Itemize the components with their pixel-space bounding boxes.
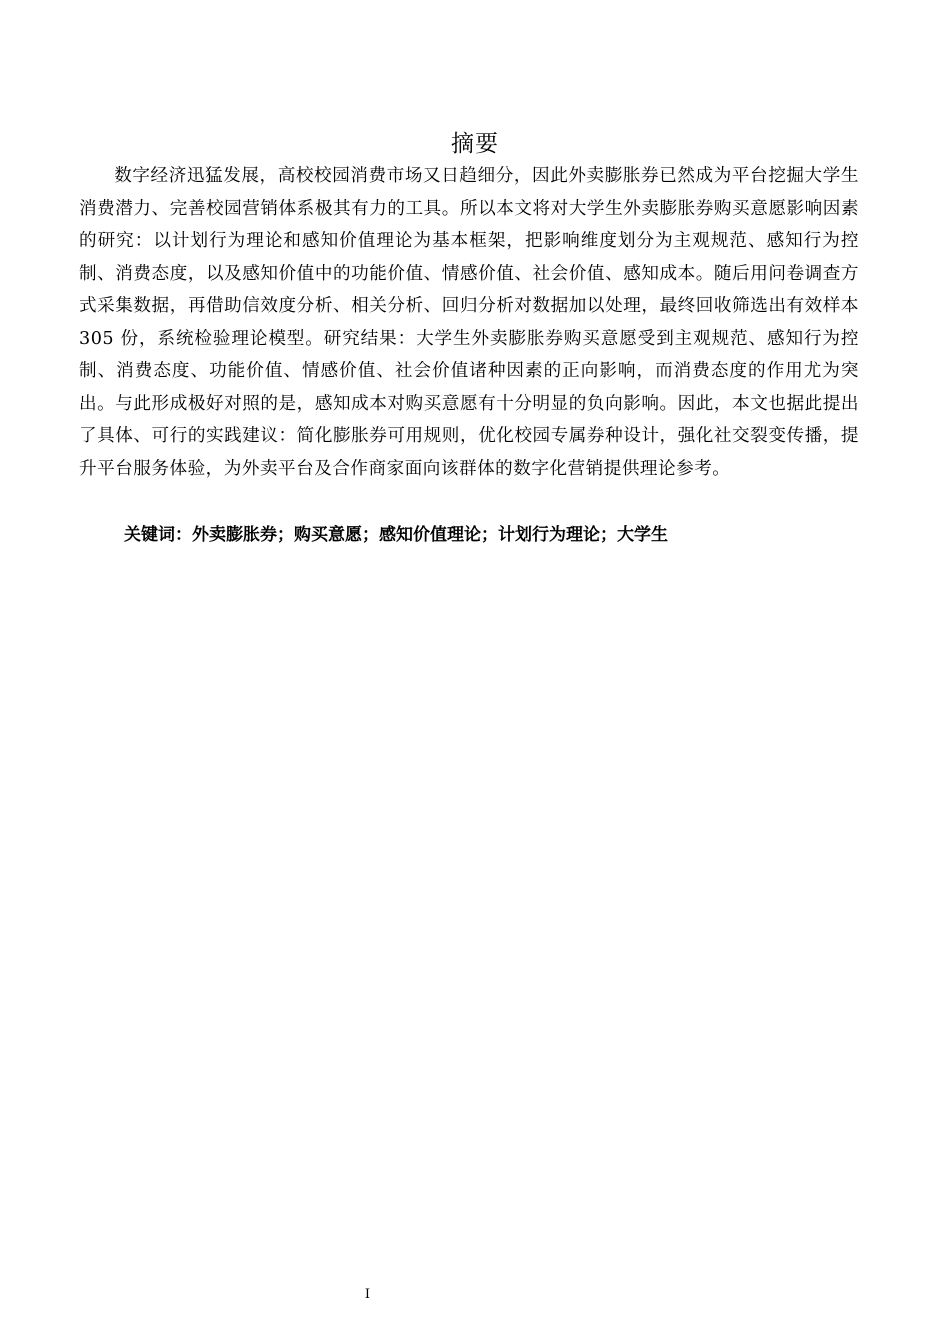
page-number: I: [364, 1287, 371, 1302]
keywords-line: 关键词：外卖膨胀券；购买意愿；感知价值理论；计划行为理论；大学生: [124, 525, 668, 545]
abstract-title: 摘要: [451, 131, 499, 157]
abstract-body: 数字经济迅猛发展，高校校园消费市场又日趋细分，因此外卖膨胀券已然成为平台挖掘大学生消费潜力、完善校园营销体系极其有力的工具。所以本文将对大学生外卖膨胀券购买意愿影响因素的研究：以计划行为理论和感知价值理论为基本框架，把影响维度划分为主观规范、感知行为控制、消费态度，以及感知价值中的功能价值、情感价值、社会价值、感知成本。随后用问卷调查方式采集数据，再借助信效度分析、相关分析、回归分析对数据加以处理，最终回收筛选出有效样本 305 份，系统检验理论模型。研究结果：大学生外卖膨胀券购买意愿受到主观规范、感知行为控制、消费态度、功能价值、情感价值、社会价值诸种因素的正向影响，而消费态度的作用尤为突出。与此形成极好对照的是，感知成本对购买意愿有十分明显的负向影响。因此，本文也据此提出了具体、可行的实践建议：简化膨胀券可用规则，优化校园专属券种设计，强化社交裂变传播，提升平台服务体验，为外卖平台及合作商家面向该群体的数字化营销提供理论参考。: [79, 166, 859, 479]
